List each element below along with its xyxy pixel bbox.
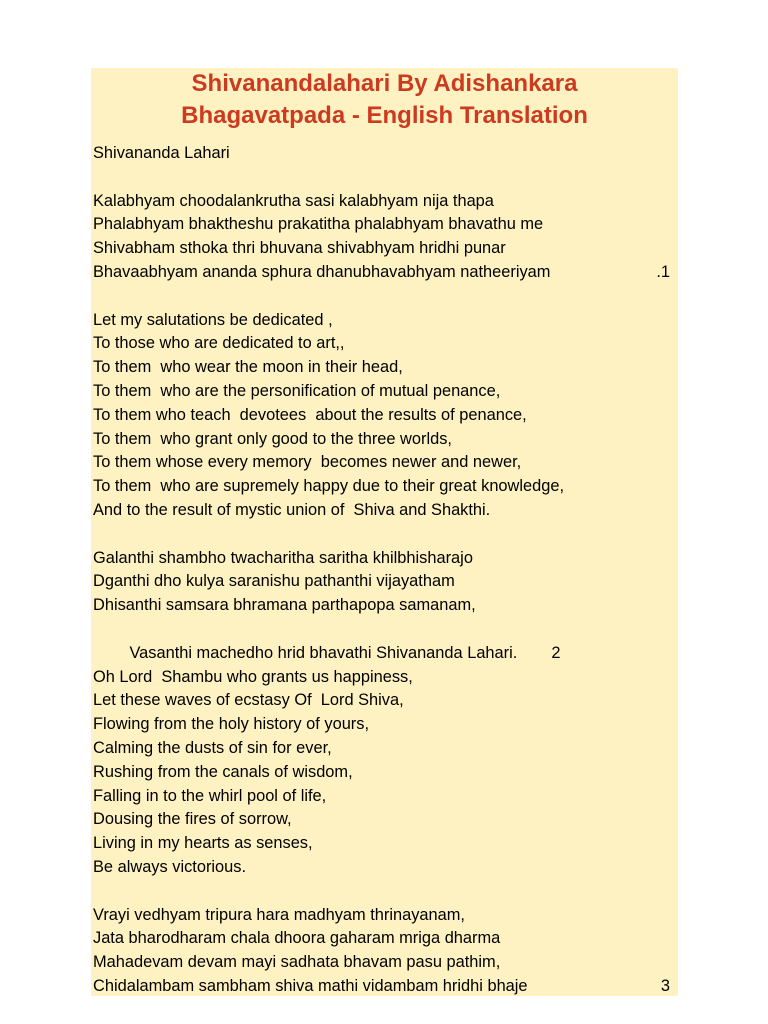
translation-line: Living in my hearts as senses, (93, 834, 313, 853)
translation-2 (93, 666, 678, 880)
translation-line: To them who are supremely happy due to their great knowledge, (93, 477, 565, 496)
verse-line: Vrayi vedhyam tripura hara madhyam thrinayanam, (93, 905, 465, 924)
verse-number: 2 (551, 643, 561, 662)
translation-line: To them whose every memory becomes newer and newer, (93, 453, 522, 472)
document-body (91, 142, 678, 996)
verse-line-text: Chidalambam sambham shiva mathi vidambam hridhi bhaje (93, 976, 528, 995)
verse-2 (93, 547, 678, 662)
translation-line: And to the result of mystic union of Shiva and Shakthi. (93, 500, 491, 519)
translation-line: Dousing the fires of sorrow, (93, 810, 292, 829)
spacer (93, 880, 678, 904)
translation-line: Calming the dusts of sin for ever, (93, 738, 332, 757)
translation-line: Be always victorious. (93, 857, 247, 876)
translation-line: To them who teach devotees about the results of penance, (93, 405, 527, 424)
verse-line: Dhisanthi samsara bhramana parthapopa samanam, (93, 596, 476, 615)
translation-1 (93, 309, 678, 523)
verse-line: Galanthi shambho twacharitha saritha khilbhisharajo (93, 548, 473, 567)
verse-1 (93, 190, 678, 285)
spacer (93, 285, 678, 309)
title-line-1: Shivanandalahari By Adishankara (191, 70, 578, 97)
verse-number: .1 (656, 262, 670, 281)
verse-line: Phalabhyam bhaktheshu prakatitha phalabhyam bhavathu me (93, 215, 544, 234)
translation-line: To them who grant only good to the three worlds, (93, 429, 452, 448)
spacer (93, 523, 678, 547)
translation-line: Falling in to the whirl pool of life, (93, 786, 327, 805)
verse-line-text: Vasanthi machedho hrid bhavathi Shivananda Lahari. (129, 643, 518, 662)
verse-line: Kalabhyam choodalankrutha sasi kalabhyam nija thapa (93, 191, 494, 210)
translation-line: Flowing from the holy history of yours, (93, 715, 370, 734)
verse-last-line (93, 975, 678, 996)
spacer (93, 166, 678, 190)
verse-line: Dganthi dho kulya saranishu pathanthi vijayatham (93, 572, 455, 591)
translation-line: Let my salutations be dedicated , (93, 310, 333, 329)
verse-last-line (93, 618, 678, 662)
verse-3 (93, 904, 678, 997)
translation-line: Rushing from the canals of wisdom, (93, 762, 353, 781)
translation-line: Let these waves of ecstasy Of Lord Shiva, (93, 691, 404, 710)
verse-line: Jata bharodharam chala dhoora gaharam mriga dharma (93, 929, 501, 948)
title-line-2: Bhagavatpada - English Translation (181, 102, 588, 129)
document-title (91, 68, 678, 132)
document-page (91, 68, 678, 996)
verse-number: 3 (660, 976, 670, 995)
verse-line-text: Bhavaabhyam ananda sphura dhanubhavabhyam natheeriyam (93, 262, 551, 281)
verse-line: Shivabham sthoka thri bhuvana shivabhyam hridhi punar (93, 239, 506, 258)
verse-last-line (93, 261, 678, 285)
translation-line: Oh Lord Shambu who grants us happiness, (93, 667, 413, 686)
section-heading: Shivananda Lahari (93, 144, 230, 162)
translation-line: To those who are dedicated to art,, (93, 334, 345, 353)
translation-line: To them who are the personification of mutual penance, (93, 381, 501, 400)
translation-line: To them who wear the moon in their head, (93, 358, 403, 377)
verse-line: Mahadevam devam mayi sadhata bhavam pasu pathim, (93, 953, 501, 972)
